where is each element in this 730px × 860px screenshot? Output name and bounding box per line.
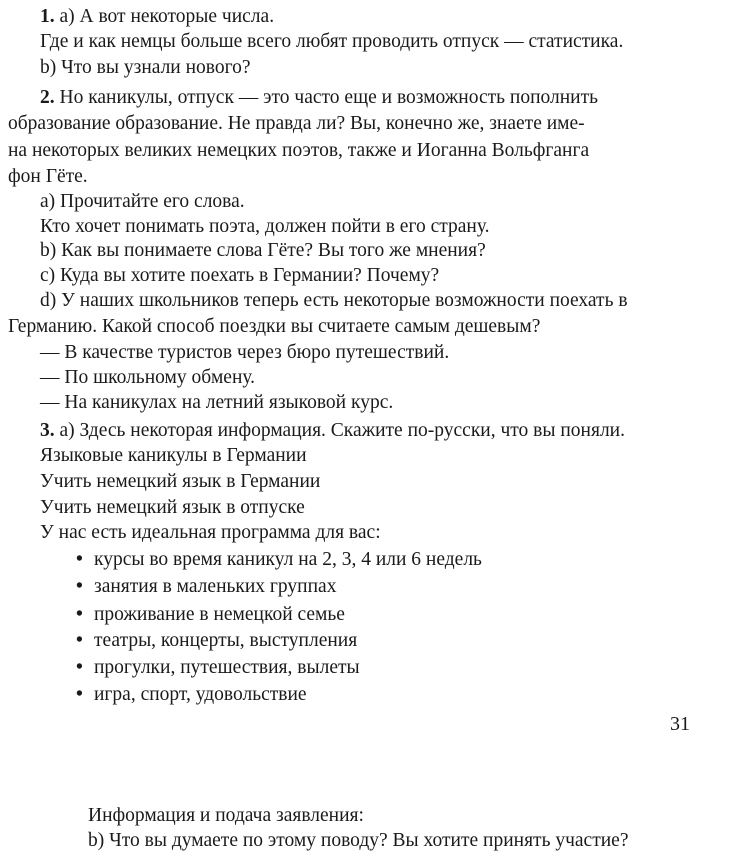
program-bullet-5: • прогулки, путешествия, вылеты [76, 655, 360, 681]
exercise-3-number: 3. [40, 420, 55, 441]
footer-info: Информация и подача заявления: [88, 805, 364, 826]
exercise-1-a-text: a) А вот некоторые числа. [59, 6, 275, 27]
info-line-2: Учить немецкий язык в Германии [40, 471, 321, 492]
program-bullet-4: • театры, концерты, выступления [76, 628, 357, 654]
exercise-3-a [40, 418, 625, 444]
exercise-2-c: c) Куда вы хотите поехать в Германии? Почему? [40, 265, 440, 286]
info-line-1: Языковые каникулы в Германии [40, 445, 307, 466]
program-bullet-3: • проживание в немецкой семье [76, 602, 345, 628]
travel-option-1: — В качестве туристов через бюро путешествий. [40, 342, 450, 363]
exercise-2-intro-line-2: образование образование. Не правда ли? Вы, конечно же, знаете име- [8, 113, 585, 134]
exercise-2-intro-line-3: на некоторых великих немецких поэтов, также и Иоганна Вольфганга [8, 140, 590, 161]
exercise-2-intro-line-1 [40, 85, 598, 111]
exercise-1-a [40, 4, 274, 30]
exercise-2-number: 2. [40, 87, 55, 108]
info-line-3: Учить немецкий язык в отпуске [40, 497, 305, 518]
exercise-1-number: 1. [40, 6, 55, 27]
page-number: 31 [670, 713, 690, 735]
exercise-1-a-subtitle: Где и как немцы больше всего любят проводить отпуск — статистика. [40, 31, 624, 52]
program-bullet-1: • курсы во время каникул на 2, 3, 4 или 6 недель [76, 547, 482, 573]
exercise-2-b: b) Как вы понимаете слова Гёте? Вы того же мнения? [40, 240, 486, 261]
program-bullet-6: • игра, спорт, удовольствие [76, 682, 307, 708]
exercise-1-b: b) Что вы узнали нового? [40, 57, 251, 78]
travel-option-2: — По школьному обмену. [40, 367, 256, 388]
info-line-4: У нас есть идеальная программа для вас: [40, 522, 381, 543]
program-bullet-2: • занятия в маленьких группах [76, 574, 336, 600]
exercise-2-d-line-2: Германию. Какой способ поездки вы считаете самым дешевым? [8, 316, 541, 337]
exercise-2-a: a) Прочитайте его слова. [40, 191, 245, 212]
exercise-2-d-line-1: d) У наших школьников теперь есть некоторые возможности поехать в [40, 290, 628, 311]
exercise-2-intro-line-4: фон Гёте. [8, 166, 88, 187]
footer-question-b: b) Что вы думаете по этому поводу? Вы хотите принять участие? [88, 830, 629, 851]
travel-option-3: — На каникулах на летний языковой курс. [40, 392, 394, 413]
exercise-3-a-text: a) Здесь некоторая информация. Скажите по-русски, что вы поняли. [59, 420, 625, 441]
exercise-2-intro-text: Но каникулы, отпуск — это часто еще и возможность пополнить [59, 87, 599, 108]
goethe-quote: Кто хочет понимать поэта, должен пойти в его страну. [40, 216, 490, 237]
